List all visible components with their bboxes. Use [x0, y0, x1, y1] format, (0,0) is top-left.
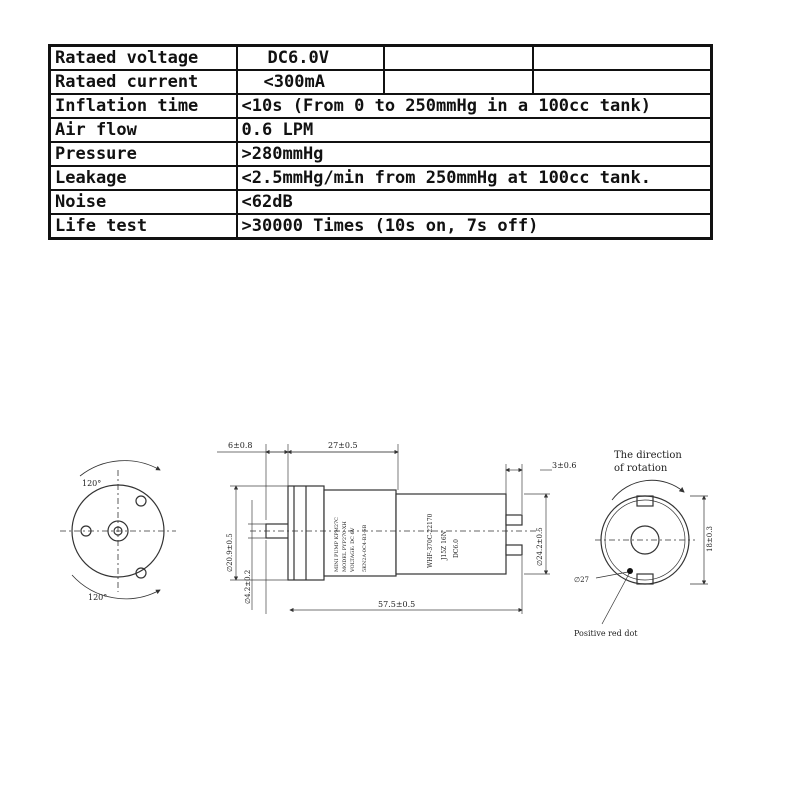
spec-value: <10s (From 0 to 250mmHg in a 100cc tank) [237, 94, 712, 118]
direction-label-line1: The direction [614, 450, 682, 461]
dim-total-label: 57.5±0.5 [378, 600, 416, 609]
spec-label: Rataed current [50, 70, 237, 94]
left-angle-top-label: 120° [82, 479, 102, 488]
spec-value: DC6.0V [237, 46, 384, 71]
right-terminal-top [637, 496, 653, 506]
spec-value: >280mmHg [237, 142, 712, 166]
positive-red-dot [627, 568, 633, 574]
spec-label: Leakage [50, 166, 237, 190]
spec-label: Pressure [50, 142, 237, 166]
motor-terminal [506, 545, 522, 555]
pump-label-serial: 5KN2A-0C4-B3-SB [362, 524, 368, 572]
spec-label: Life test [50, 214, 237, 239]
dim-tip-label: 3±0.6 [552, 461, 577, 470]
left-end-view [60, 461, 176, 599]
spec-value: >30000 Times (10s on, 7s off) [237, 214, 712, 239]
motor-label-voltage: DC6.0 [453, 539, 460, 558]
right-end-view [595, 480, 708, 624]
motor-body [396, 494, 506, 574]
spec-value: <300mA [237, 70, 384, 94]
spec-label: Noise [50, 190, 237, 214]
dia-nozzle-label: ∅4.2±0.2 [244, 569, 252, 604]
right-height-label: 18±0.3 [706, 526, 714, 552]
spec-value: <2.5mmHg/min from 250mmHg at 100cc tank. [237, 166, 712, 190]
pump-label-voltage: VOLTAGE: DC 6V [350, 527, 356, 572]
positive-red-dot-label: Positive red dot [574, 629, 638, 638]
motor-label-model: WHF-370C-22170 [427, 513, 434, 568]
motor-terminal [506, 515, 522, 525]
pump-label-model: MODEL PYP270-XH [342, 521, 348, 572]
left-angle-bottom-label: 120° [88, 593, 108, 602]
right-inner-circle [605, 500, 685, 580]
pump-label-brand: MINI PUMP KPM27C [334, 516, 340, 572]
left-screw-hole [136, 496, 146, 506]
spec-label: Inflation time [50, 94, 237, 118]
spec-label: Air flow [50, 118, 237, 142]
right-terminal-bottom [637, 574, 653, 584]
right-diameter-label: ∅27 [574, 576, 590, 584]
spec-value: <62dB [237, 190, 712, 214]
spec-value: 0.6 LPM [237, 118, 712, 142]
spec-label: Rataed voltage [50, 46, 237, 71]
dia-body-label: ∅20.9±0.5 [226, 533, 234, 572]
dim-body-label: 27±0.5 [328, 441, 358, 450]
dim-head-label: 6±0.8 [228, 441, 253, 450]
dia-motor-label: ∅24.2±0.5 [536, 527, 544, 566]
motor-label-code: J15Z 16N [441, 530, 448, 560]
side-view [250, 486, 540, 580]
direction-label-line2: of rotation [614, 463, 668, 474]
